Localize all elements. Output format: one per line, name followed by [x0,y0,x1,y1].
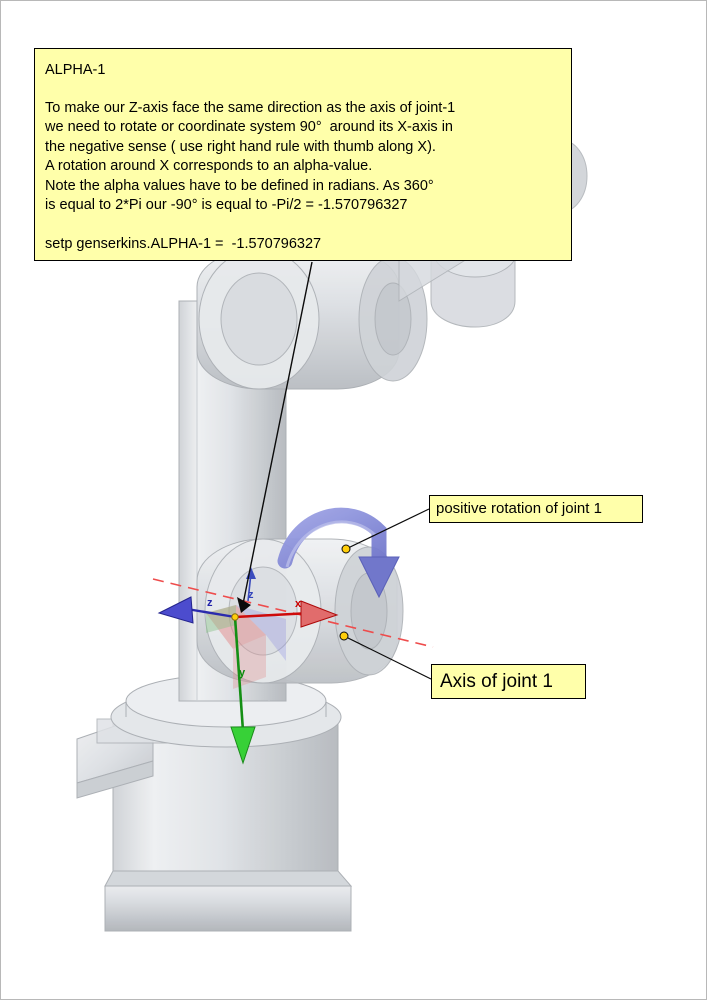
alpha-note-callout [34,48,572,261]
axis-label-y: y [239,667,246,679]
positive-rotation-label: positive rotation of joint 1 [429,495,643,523]
alpha-note-line-2: we need to rotate or coordinate system 90° around its X-axis in [45,119,453,135]
axis-of-joint-1-label: Axis of joint 1 [431,664,586,699]
alpha-note-line-3: the negative sense ( use right hand rule with thumb along X). [45,138,436,155]
axis-label-z-world: z [248,589,254,601]
alpha-note-line-4: A rotation around X corresponds to an alpha-value. [45,158,373,174]
alpha-note-line-6: is equal to 2*Pi our -90° is equal to -Pi/2 = -1.570796327 [45,197,408,213]
axis-label-z: z [207,597,213,609]
axis-label-x: x [295,598,302,610]
alpha-note-line-5: Note the alpha values have to be defined in radians. As 360° [45,177,434,194]
alpha-note-setp-command: setp genserkins.ALPHA-1 = -1.570796327 [45,235,322,252]
alpha-note-title: ALPHA-1 [45,62,106,78]
alpha-note-line-1: To make our Z-axis face the same direction as the axis of joint-1 [45,99,456,116]
